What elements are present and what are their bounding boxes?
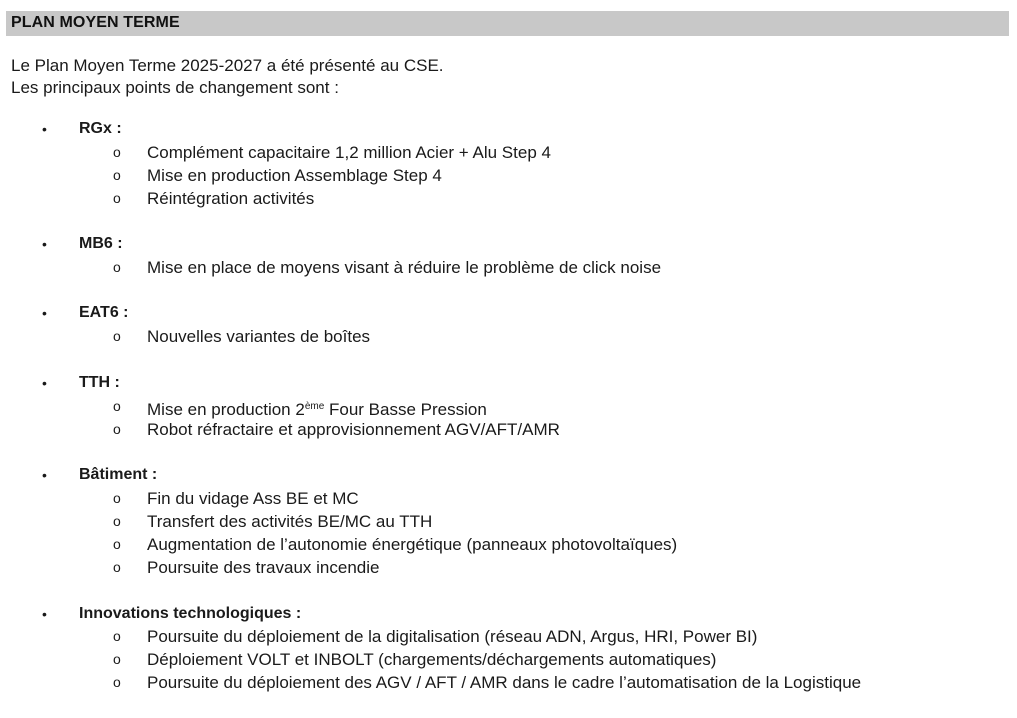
sub-marker: o — [113, 421, 121, 437]
list-item-text: Robot réfractaire et approvisionnement AGV/AFT/AMR — [147, 420, 560, 439]
sub-marker: o — [113, 190, 121, 206]
bullet-marker: • — [42, 375, 47, 391]
section-label-eat6: EAT6 : — [79, 304, 129, 321]
sub-marker: o — [113, 490, 121, 506]
list-item-text: Poursuite du déploiement de la digitalisation (réseau ADN, Argus, HRI, Power BI) — [147, 627, 758, 646]
list-item — [0, 625, 1000, 648]
bullet-marker: • — [42, 236, 47, 252]
page-title: PLAN MOYEN TERME — [11, 14, 180, 31]
sub-marker: o — [113, 398, 121, 414]
sub-marker: o — [113, 628, 121, 644]
superscript: ème — [304, 401, 325, 412]
section-header-bar — [6, 11, 1009, 36]
section-label-mb6: MB6 : — [79, 235, 123, 252]
sub-marker: o — [113, 513, 121, 529]
intro-line-2: Les principaux points de changement sont : — [11, 78, 339, 97]
section-label-batiment: Bâtiment : — [79, 466, 158, 483]
list-item-text: Nouvelles variantes de boîtes — [147, 327, 371, 346]
list-item — [0, 556, 1000, 579]
list-item-text-part: Mise en production 2 — [147, 400, 305, 419]
list-item-text: Déploiement VOLT et INBOLT (chargements/déchargements automatiques) — [147, 650, 717, 669]
list-item — [0, 325, 1000, 348]
list-item-text: Mise en production Assemblage Step 4 — [147, 166, 442, 185]
bullet-marker: • — [42, 305, 47, 321]
list-item-text: Poursuite du déploiement des AGV / AFT / AMR dans le cadre l’automatisation de la Logistique — [147, 673, 862, 692]
sub-marker: o — [113, 144, 121, 160]
section-label-rgx: RGx : — [79, 120, 122, 137]
list-item — [0, 395, 1000, 418]
list-item — [0, 510, 1000, 533]
list-item-text: Fin du vidage Ass BE et MC — [147, 489, 359, 508]
list-item — [0, 256, 1000, 279]
list-item — [0, 671, 1000, 694]
list-item-text: Poursuite des travaux incendie — [147, 558, 380, 577]
bullet-marker: • — [42, 606, 47, 622]
section-label-tth: TTH : — [79, 374, 120, 391]
list-item — [0, 648, 1000, 671]
sub-marker: o — [113, 559, 121, 575]
section-label-innovations: Innovations technologiques : — [79, 605, 302, 622]
list-item-text-part: Four Basse Pression — [324, 400, 487, 419]
list-item — [0, 533, 1000, 556]
list-item-text: Réintégration activités — [147, 189, 315, 208]
sub-marker: o — [113, 536, 121, 552]
list-item-text: Augmentation de l’autonomie énergétique (panneaux photovoltaïques) — [147, 535, 678, 554]
bullet-marker: • — [42, 467, 47, 483]
list-item-text: Transfert des activités BE/MC au TTH — [147, 512, 433, 531]
intro-paragraph — [11, 55, 444, 99]
list-item — [0, 187, 1000, 210]
list-item — [0, 141, 1000, 164]
sub-marker: o — [113, 259, 121, 275]
list-item — [0, 164, 1000, 187]
sub-marker: o — [113, 167, 121, 183]
sub-marker: o — [113, 328, 121, 344]
sub-marker: o — [113, 651, 121, 667]
list-item — [0, 487, 1000, 510]
list-item-text: Complément capacitaire 1,2 million Acier + Alu Step 4 — [147, 143, 551, 162]
intro-line-1: Le Plan Moyen Terme 2025-2027 a été présenté au CSE. — [11, 56, 444, 75]
sub-marker: o — [113, 674, 121, 690]
list-item — [0, 418, 1000, 441]
bullet-marker: • — [42, 121, 47, 137]
list-item-text: Mise en place de moyens visant à réduire le problème de click noise — [147, 258, 662, 277]
